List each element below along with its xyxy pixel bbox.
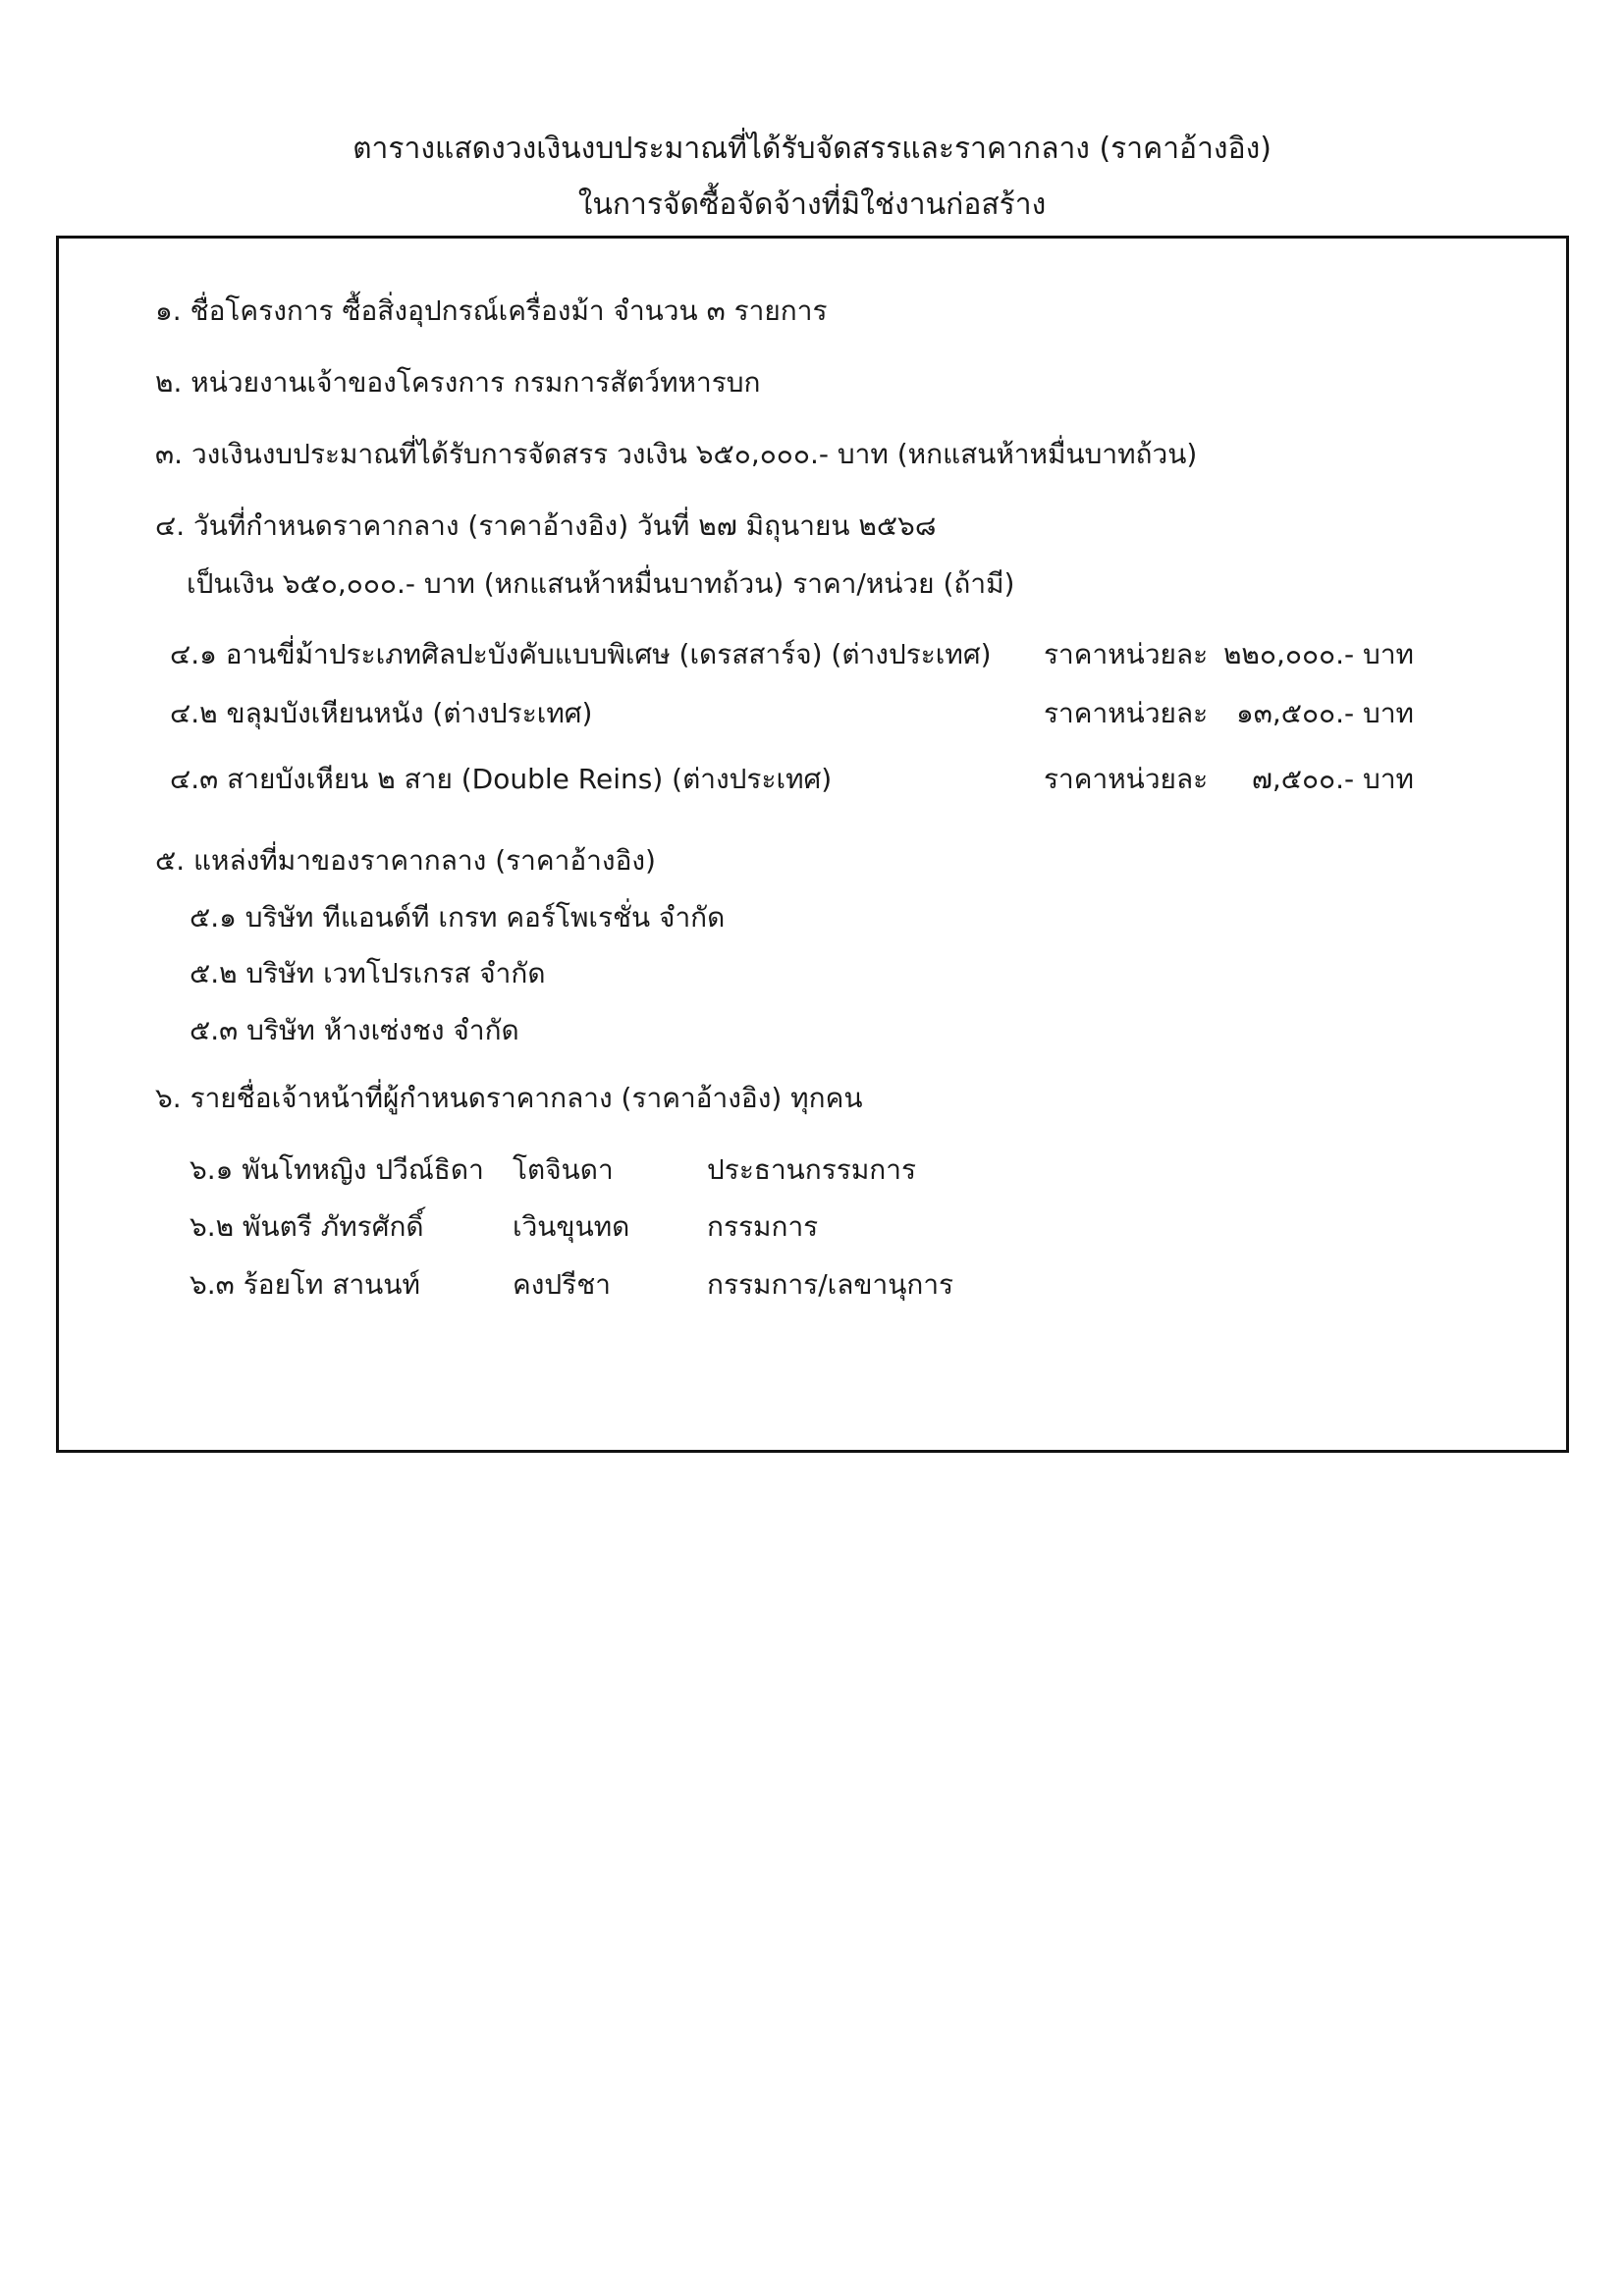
- price-item-value: ๒๒๐,๐๐๐.- บาท: [1222, 638, 1414, 670]
- price-item-value: ๑๓,๕๐๐.- บาท: [1235, 697, 1414, 729]
- price-item-label: ราคาหน่วยละ: [1044, 697, 1209, 729]
- document-title-line-1: ตารางแสดงวงเงินงบประมาณที่ได้รับจัดสรรและราคากลาง (ราคาอ้างอิง): [352, 132, 1272, 166]
- price-item-name: ๔.๒ ขลุมบังเหียนหนัง (ต่างประเทศ): [170, 697, 593, 729]
- source-item: ๕.๒ บริษัท เวทโปรเกรส จำกัด: [189, 957, 546, 989]
- document-title-line-2: ในการจัดซื้อจัดจ้างที่มิใช่งานก่อสร้าง: [577, 187, 1047, 222]
- official-surname: เวินขุนทด: [513, 1210, 630, 1243]
- official-role: กรรมการ: [707, 1210, 819, 1243]
- official-name: ๖.๓ ร้อยโท สานนท์: [189, 1268, 420, 1301]
- item-budget: ๓. วงเงินงบประมาณที่ได้รับการจัดสรร วงเงิน ๖๕๐,๐๐๐.- บาท (หกแสนห้าหมื่นบาทถ้วน): [155, 438, 1198, 470]
- official-surname: คงปรีชา: [513, 1268, 611, 1301]
- official-role: ประธานกรรมการ: [707, 1153, 917, 1186]
- official-name: ๖.๒ พันตรี ภัทรศักดิ์: [189, 1210, 424, 1243]
- price-item-label: ราคาหน่วยละ: [1044, 763, 1209, 795]
- source-item: ๕.๑ บริษัท ทีแอนด์ที เกรท คอร์โพเรชั่น จำกัด: [189, 901, 726, 934]
- source-item: ๕.๓ บริษัท ห้างเซ่งชง จำกัด: [189, 1014, 519, 1046]
- official-surname: โตจินดา: [513, 1153, 614, 1186]
- item-reference-date: ๔. วันที่กำหนดราคากลาง (ราคาอ้างอิง) วันที่ ๒๗ มิถุนายน ๒๕๖๘: [155, 509, 937, 542]
- official-name: ๖.๑ พันโทหญิง ปวีณ์ธิดา: [189, 1153, 484, 1186]
- officials-heading: ๖. รายชื่อเจ้าหน้าที่ผู้กำหนดราคากลาง (ราคาอ้างอิง) ทุกคน: [155, 1082, 863, 1114]
- sources-heading: ๕. แหล่งที่มาของราคากลาง (ราคาอ้างอิง): [155, 844, 656, 877]
- item-agency: ๒. หน่วยงานเจ้าของโครงการ กรมการสัตว์ทหารบก: [155, 366, 761, 399]
- price-item-name: ๔.๑ อานขี่ม้าประเภทศิลปะบังคับแบบพิเศษ (เดรสสาร์จ) (ต่างประเทศ): [170, 638, 992, 670]
- price-item-value: ๗,๕๐๐.- บาท: [1251, 763, 1414, 795]
- price-item-label: ราคาหน่วยละ: [1044, 638, 1209, 670]
- item-project-name: ๑. ชื่อโครงการ ซื้อสิ่งอุปกรณ์เครื่องม้า จำนวน ๓ รายการ: [155, 294, 828, 327]
- item-reference-amount: เป็นเงิน ๖๕๐,๐๐๐.- บาท (หกแสนห้าหมื่นบาทถ้วน) ราคา/หน่วย (ถ้ามี): [187, 567, 1015, 600]
- official-role: กรรมการ/เลขานุการ: [707, 1268, 954, 1301]
- price-item-name: ๔.๓ สายบังเหียน ๒ สาย (Double Reins) (ต่างประเทศ): [170, 763, 833, 795]
